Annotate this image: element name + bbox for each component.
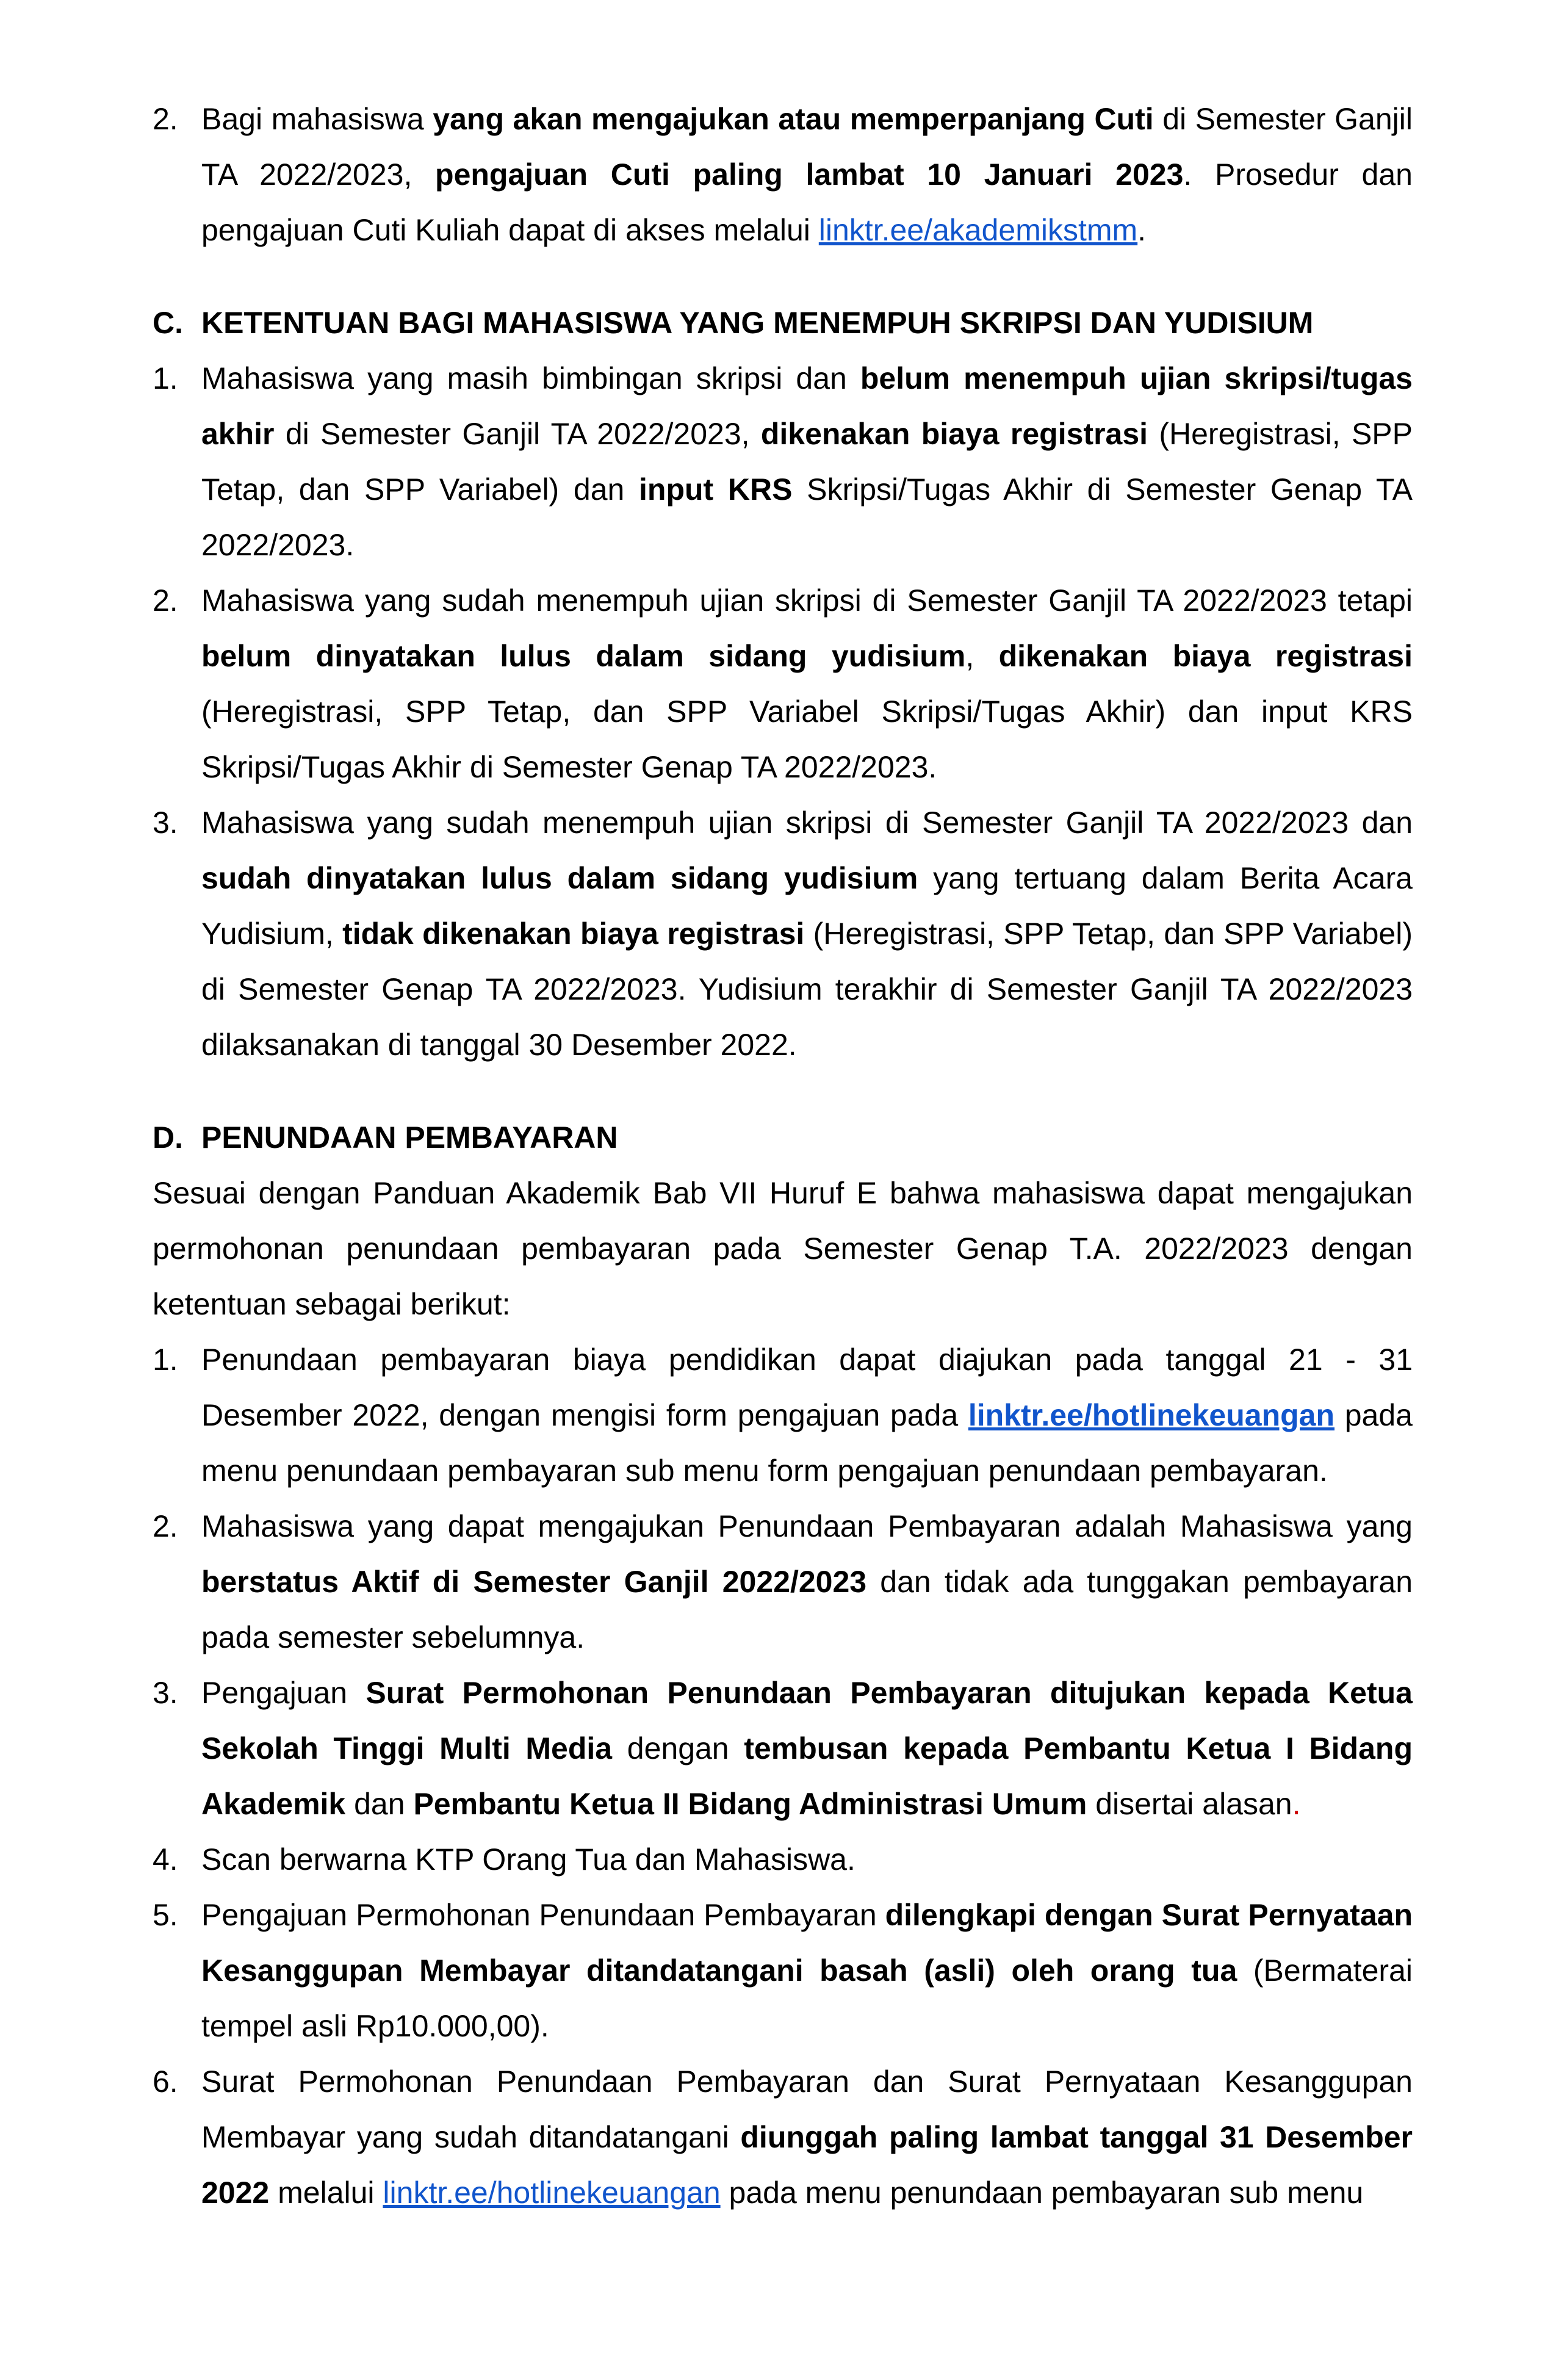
list-item: [153, 2054, 1413, 2221]
hotline-keuangan-link[interactable]: linktr.ee/hotlinekeuangan: [383, 2176, 721, 2210]
list-item: [153, 573, 1413, 795]
text-run: dan tidak ada tunggakan pembayaran pada semester sebelumnya.: [201, 1565, 1413, 1654]
section-intro-paragraph: Sesuai dengan Panduan Akademik Bab VII Huruf E bahwa mahasiswa dapat mengajukan permohonan penundaan pembayaran pada Semester Genap T.A. 2022/2023 dengan ketentuan sebagai berikut:: [153, 1176, 1413, 1321]
text-run: (Heregistrasi, SPP Tetap, dan SPP Variabel Skripsi/Tugas Akhir) dan input KRS Skripsi/Tugas Akhir di Semester Genap TA 2022/2023.: [201, 694, 1413, 784]
list-number: 2.: [153, 1509, 178, 1543]
list-number: 5.: [153, 1898, 178, 1932]
text-run: pada menu penundaan pembayaran sub menu: [720, 2176, 1364, 2210]
text-run: .: [1137, 213, 1147, 247]
text-run: (Heregistrasi, SPP Tetap, dan SPP Variabel) dan: [201, 417, 1413, 507]
text-run: Pengajuan: [201, 1676, 366, 1710]
list-item-text: [201, 92, 1413, 258]
list-item-text: Scan berwarna KTP Orang Tua dan Mahasiswa.: [201, 1842, 855, 1877]
text-run: ,: [965, 639, 999, 673]
document-page: [153, 92, 1413, 2221]
text-run: (Bermaterai tempel asli Rp10.000,00).: [201, 1953, 1413, 2043]
text-run: di Semester Ganjil TA 2022/2023,: [201, 102, 1413, 192]
list-item-text: [201, 795, 1413, 1073]
bold-text: tidak dikenakan biaya registrasi: [342, 917, 805, 951]
text-run: Mahasiswa yang sudah menempuh ujian skripsi di Semester Ganjil TA 2022/2023 tetapi: [201, 583, 1413, 618]
bold-text: belum menempuh ujian skripsi/tugas akhir: [201, 361, 1413, 451]
section-letter: C.: [153, 306, 183, 340]
text-run: pada menu penundaan pembayaran sub menu form pengajuan penundaan pembayaran.: [201, 1398, 1413, 1488]
text-run: Mahasiswa yang masih bimbingan skripsi dan: [201, 361, 860, 395]
bold-text: tembusan kepada Pembantu Ketua I Bidang Akademik: [201, 1731, 1413, 1821]
bold-text: yang akan mengajukan atau memperpanjang Cuti: [433, 102, 1154, 136]
text-run: melalui: [269, 2176, 383, 2210]
hotline-keuangan-link[interactable]: linktr.ee/hotlinekeuangan: [968, 1398, 1335, 1432]
list-number: 2.: [153, 583, 178, 618]
bold-text: dikenakan biaya registrasi: [760, 417, 1148, 451]
text-run: Bagi mahasiswa: [201, 102, 433, 136]
section-title: PENUNDAAN PEMBAYARAN: [201, 1120, 618, 1155]
list-item-text: [201, 1665, 1413, 1832]
text-run: di Semester Ganjil TA 2022/2023,: [274, 417, 761, 451]
list-number: 1.: [153, 1343, 178, 1377]
text-run: . Prosedur dan pengajuan Cuti Kuliah dapat di akses melalui: [201, 157, 1413, 247]
text-run: dengan: [612, 1731, 744, 1765]
text-run: dan: [345, 1787, 414, 1821]
list-item-text: [201, 1888, 1413, 2054]
text-run: Pengajuan Permohonan Penundaan Pembayaran: [201, 1898, 885, 1932]
list-item-text: [201, 351, 1413, 573]
list-item: [153, 1832, 1413, 1888]
list-item-text: [201, 2054, 1413, 2221]
akademik-link[interactable]: linktr.ee/akademikstmm: [818, 213, 1138, 247]
text-run: Mahasiswa yang sudah menempuh ujian skripsi di Semester Ganjil TA 2022/2023 dan: [201, 806, 1413, 840]
list-item: [153, 795, 1413, 1073]
section-letter: D.: [153, 1120, 183, 1155]
section-heading-c: [153, 295, 1413, 351]
bold-text: berstatus Aktif di Semester Ganjil 2022/2023: [201, 1565, 867, 1599]
list-number: 3.: [153, 1676, 178, 1710]
text-run: Penundaan pembayaran biaya pendidikan dapat diajukan pada tanggal 21 - 31 Desember 2022, dengan mengisi form pengajuan pada: [201, 1343, 1413, 1432]
text-run: (Heregistrasi, SPP Tetap, dan SPP Variabel) di Semester Genap TA 2022/2023. Yudisium terakhir di Semester Ganjil TA 2022/2023 dilaksanakan di tanggal 30 Desember 2022.: [201, 917, 1413, 1062]
text-run: disertai alasan: [1087, 1787, 1292, 1821]
list-item: [153, 351, 1413, 573]
bold-text: Pembantu Ketua II Bidang Administrasi Umum: [413, 1787, 1087, 1821]
bold-text: diunggah paling lambat tanggal 31 Desember 2022: [201, 2120, 1413, 2210]
list-number: 4.: [153, 1842, 178, 1877]
list-item-text: [201, 573, 1413, 795]
bold-text: sudah dinyatakan lulus dalam sidang yudisium: [201, 861, 918, 895]
section-heading-d: [153, 1110, 1413, 1166]
bold-text: Surat Permohonan Penundaan Pembayaran ditujukan kepada Ketua Sekolah Tinggi Multi Media: [201, 1676, 1413, 1765]
list-item-text: [201, 1332, 1413, 1499]
text-run: Surat Permohonan Penundaan Pembayaran dan Surat Pernyataan Kesanggupan Membayar yang sudah ditandatangani: [201, 2064, 1413, 2154]
red-period: .: [1292, 1787, 1301, 1821]
list-item: [153, 1888, 1413, 2054]
bold-text: dikenakan biaya registrasi: [998, 639, 1413, 673]
list-item: [153, 1665, 1413, 1832]
list-item-text: [201, 1499, 1413, 1665]
text-run: Skripsi/Tugas Akhir di Semester Genap TA 2022/2023.: [201, 472, 1413, 562]
text-run: yang tertuang dalam Berita Acara Yudisium,: [201, 861, 1413, 951]
bold-text: pengajuan Cuti paling lambat 10 Januari 2023: [435, 157, 1184, 192]
bold-text: dilengkapi dengan Surat Pernyataan Kesanggupan Membayar ditandatangani basah (asli) oleh orang tua: [201, 1898, 1413, 1988]
list-item: [153, 92, 1413, 258]
list-item: [153, 1499, 1413, 1665]
list-number: 1.: [153, 361, 178, 395]
list-number: 3.: [153, 806, 178, 840]
bold-text: input KRS: [639, 472, 793, 507]
bold-text: belum dinyatakan lulus dalam sidang yudisium: [201, 639, 966, 673]
list-item: [153, 1332, 1413, 1499]
list-number: 6.: [153, 2064, 178, 2099]
section-title: KETENTUAN BAGI MAHASISWA YANG MENEMPUH SKRIPSI DAN YUDISIUM: [201, 306, 1314, 340]
text-run: Mahasiswa yang dapat mengajukan Penundaan Pembayaran adalah Mahasiswa yang: [201, 1509, 1413, 1543]
list-number: 2.: [153, 102, 178, 136]
